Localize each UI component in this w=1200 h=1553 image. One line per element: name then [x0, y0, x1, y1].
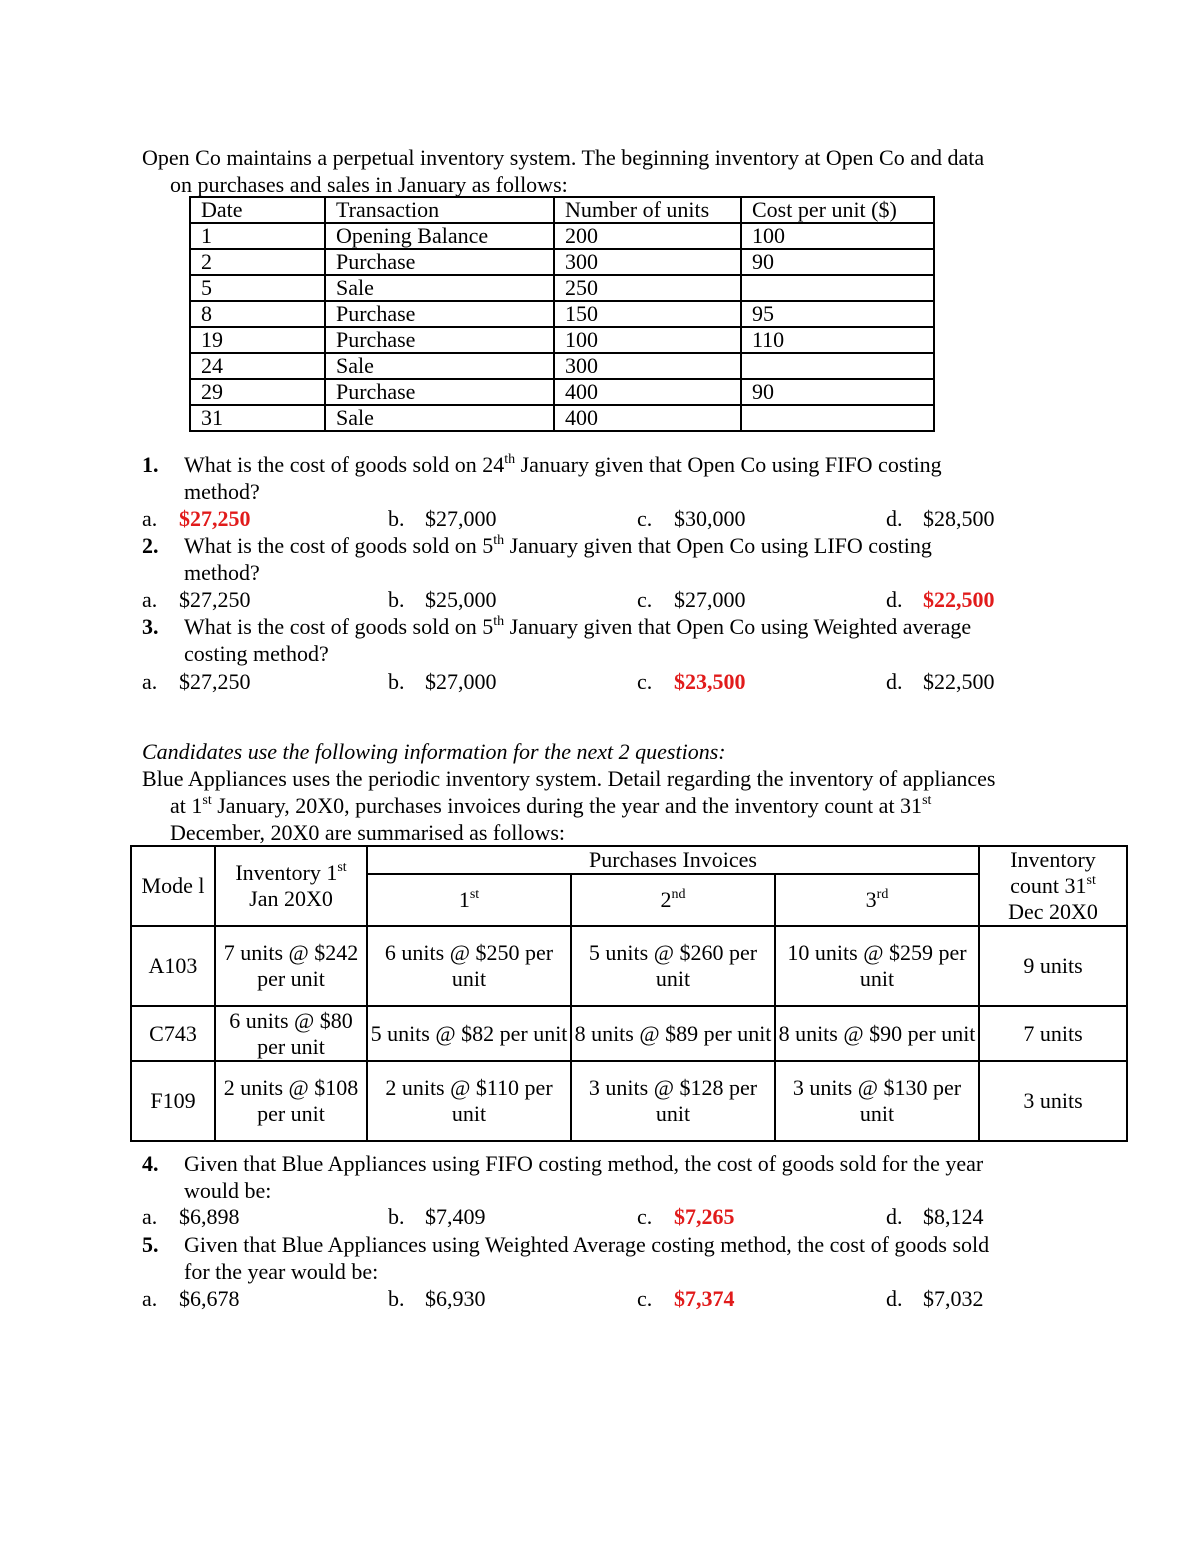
- question-text: What is the cost of goods sold on 5th January given that Open Co using Weighted average costing method?: [184, 614, 972, 666]
- option-letter: a.: [142, 587, 158, 612]
- option-value: $27,250: [179, 587, 251, 612]
- answer-option: [388, 586, 497, 613]
- table-cell: Purchase: [325, 249, 554, 275]
- table-cell-p1: 2 units @ $110 per unit: [367, 1061, 571, 1141]
- intro1-line1: Open Co maintains a perpetual inventory system. The beginning inventory at Open Co and data: [142, 145, 985, 170]
- table-row: [131, 1006, 1127, 1061]
- question-text: What is the cost of goods sold on 5th January given that Open Co using LIFO costing method?: [184, 533, 932, 585]
- table-cell: Purchase: [325, 379, 554, 405]
- table-cell-p1: 5 units @ $82 per unit: [367, 1006, 571, 1061]
- option-letter: d.: [886, 587, 903, 612]
- table-cell: 29: [190, 379, 325, 405]
- option-value: $27,000: [425, 506, 497, 531]
- table-header-row: [190, 197, 934, 223]
- table-cell: Purchase: [325, 301, 554, 327]
- table-cell: Sale: [325, 353, 554, 379]
- table-row: [190, 249, 934, 275]
- option-value: $27,250: [179, 669, 251, 694]
- correct-answer-value: $22,500: [923, 587, 995, 612]
- option-value: $27,000: [674, 587, 746, 612]
- answer-option: [886, 505, 995, 532]
- option-value: $7,409: [425, 1204, 486, 1229]
- option-value: $22,500: [923, 669, 995, 694]
- answer-option: [637, 505, 746, 532]
- option-letter: c.: [637, 587, 653, 612]
- table-cell: 90: [741, 379, 934, 405]
- table-cell: [741, 405, 934, 431]
- question-number: 5.: [142, 1232, 159, 1257]
- table-cell: Sale: [325, 275, 554, 301]
- option-value: $8,124: [923, 1204, 984, 1229]
- table-cell-count: 7 units: [979, 1006, 1127, 1061]
- table-cell-count: 9 units: [979, 926, 1127, 1006]
- table-cell-model: C743: [131, 1006, 215, 1061]
- inventory-transactions-table: [189, 196, 935, 432]
- table-cell: Number of units: [554, 197, 741, 223]
- option-letter: c.: [637, 506, 653, 531]
- answer-option: [142, 505, 251, 532]
- correct-answer-value: $7,265: [674, 1204, 735, 1229]
- option-letter: a.: [142, 669, 158, 694]
- table-cell: 400: [554, 379, 741, 405]
- answer-option: [886, 586, 995, 613]
- option-letter: b.: [388, 587, 405, 612]
- header-purchases-invoices: Purchases Invoices: [367, 846, 979, 874]
- header-model: Mode l: [131, 846, 215, 926]
- table-cell: 200: [554, 223, 741, 249]
- table-cell: Transaction: [325, 197, 554, 223]
- table-cell: 250: [554, 275, 741, 301]
- option-value: $6,678: [179, 1286, 240, 1311]
- option-letter: b.: [388, 669, 405, 694]
- answer-option: [388, 505, 497, 532]
- answer-option: [142, 668, 251, 695]
- answer-option: [388, 1203, 486, 1230]
- table-cell: 5: [190, 275, 325, 301]
- table-cell: 19: [190, 327, 325, 353]
- option-letter: d.: [886, 669, 903, 694]
- table-cell-inv: 6 units @ $80 per unit: [215, 1006, 367, 1061]
- option-letter: c.: [637, 669, 653, 694]
- header-inventory-count: Inventory count 31st Dec 20X0: [979, 846, 1127, 926]
- table-row: [190, 327, 934, 353]
- option-value: $28,500: [923, 506, 995, 531]
- table-cell: 31: [190, 405, 325, 431]
- table-row: [190, 405, 934, 431]
- table-cell-p3: 8 units @ $90 per unit: [775, 1006, 979, 1061]
- question-number: 2.: [142, 533, 159, 558]
- answer-option: [637, 1285, 735, 1312]
- option-letter: a.: [142, 506, 158, 531]
- table-cell: 100: [554, 327, 741, 353]
- intro2-line3: December, 20X0 are summarised as follows:: [170, 820, 566, 845]
- answer-option: [886, 1285, 984, 1312]
- option-letter: a.: [142, 1204, 158, 1229]
- answer-option: [142, 586, 251, 613]
- table-row: [190, 379, 934, 405]
- intro2-line1: Blue Appliances uses the periodic inventory system. Detail regarding the inventory of appliances: [142, 766, 996, 791]
- option-letter: b.: [388, 1286, 405, 1311]
- table-row: [190, 301, 934, 327]
- question-number: 1.: [142, 452, 159, 477]
- table-cell-model: F109: [131, 1061, 215, 1141]
- table-cell: 8: [190, 301, 325, 327]
- option-letter: c.: [637, 1286, 653, 1311]
- table-cell-p3: 10 units @ $259 per unit: [775, 926, 979, 1006]
- answer-option: [886, 668, 995, 695]
- answer-option: [637, 668, 746, 695]
- answer-option: [142, 1203, 240, 1230]
- table-cell: 100: [741, 223, 934, 249]
- intro1-line2: on purchases and sales in January as follows:: [170, 172, 568, 197]
- table-cell: Purchase: [325, 327, 554, 353]
- question-number: 4.: [142, 1151, 159, 1176]
- header-invoice-3: 3rd: [775, 874, 979, 926]
- answer-option: [388, 1285, 486, 1312]
- question-number: 3.: [142, 614, 159, 639]
- table-row: [190, 353, 934, 379]
- table-cell: [741, 275, 934, 301]
- option-value: $27,000: [425, 669, 497, 694]
- header-opening-inventory: Inventory 1st Jan 20X0: [215, 846, 367, 926]
- table-cell: 2: [190, 249, 325, 275]
- option-letter: d.: [886, 1286, 903, 1311]
- table-cell: 1: [190, 223, 325, 249]
- answer-option: [886, 1203, 984, 1230]
- answer-option: [637, 1203, 735, 1230]
- option-letter: d.: [886, 1204, 903, 1229]
- table-row: [131, 1061, 1127, 1141]
- option-value: $7,032: [923, 1286, 984, 1311]
- table-cell: Opening Balance: [325, 223, 554, 249]
- table-cell: 24: [190, 353, 325, 379]
- option-value: $6,898: [179, 1204, 240, 1229]
- option-letter: c.: [637, 1204, 653, 1229]
- question-text: Given that Blue Appliances using FIFO costing method, the cost of goods sold for the year would be:: [184, 1151, 984, 1203]
- table-cell-p1: 6 units @ $250 per unit: [367, 926, 571, 1006]
- table-cell: 150: [554, 301, 741, 327]
- table-cell: 110: [741, 327, 934, 353]
- table-cell: 90: [741, 249, 934, 275]
- table-cell-inv: 2 units @ $108 per unit: [215, 1061, 367, 1141]
- option-value: $30,000: [674, 506, 746, 531]
- table-cell: [741, 353, 934, 379]
- instruction-italic: Candidates use the following information for the next 2 questions:: [142, 739, 726, 764]
- option-letter: d.: [886, 506, 903, 531]
- table-cell-p3: 3 units @ $130 per unit: [775, 1061, 979, 1141]
- option-letter: b.: [388, 1204, 405, 1229]
- option-letter: b.: [388, 506, 405, 531]
- option-letter: a.: [142, 1286, 158, 1311]
- table-cell: Cost per unit ($): [741, 197, 934, 223]
- table-row: [190, 223, 934, 249]
- table-cell-p2: 5 units @ $260 per unit: [571, 926, 775, 1006]
- answer-option: [388, 668, 497, 695]
- header-invoice-1: 1st: [367, 874, 571, 926]
- table-cell-count: 3 units: [979, 1061, 1127, 1141]
- question-text: What is the cost of goods sold on 24th January given that Open Co using FIFO costing method?: [184, 452, 942, 504]
- answer-option: [637, 586, 746, 613]
- table-cell: 95: [741, 301, 934, 327]
- answer-option: [142, 1285, 240, 1312]
- table-row: [190, 275, 934, 301]
- appliance-inventory-table: [130, 845, 1128, 1142]
- correct-answer-value: $7,374: [674, 1286, 735, 1311]
- table-row: [131, 926, 1127, 1006]
- table-cell: Sale: [325, 405, 554, 431]
- table-cell: 300: [554, 249, 741, 275]
- header-invoice-2: 2nd: [571, 874, 775, 926]
- correct-answer-value: $27,250: [179, 506, 251, 531]
- table-cell: 300: [554, 353, 741, 379]
- option-value: $25,000: [425, 587, 497, 612]
- correct-answer-value: $23,500: [674, 669, 746, 694]
- question-text: Given that Blue Appliances using Weighted Average costing method, the cost of goods sold for the year would be:: [184, 1232, 990, 1284]
- table-cell: Date: [190, 197, 325, 223]
- table-cell-p2: 8 units @ $89 per unit: [571, 1006, 775, 1061]
- table-cell-inv: 7 units @ $242 per unit: [215, 926, 367, 1006]
- table-cell-p2: 3 units @ $128 per unit: [571, 1061, 775, 1141]
- intro2-line2: at 1st January, 20X0, purchases invoices during the year and the inventory count at 31st: [170, 793, 932, 818]
- table-cell-model: A103: [131, 926, 215, 1006]
- table-cell: 400: [554, 405, 741, 431]
- option-value: $6,930: [425, 1286, 486, 1311]
